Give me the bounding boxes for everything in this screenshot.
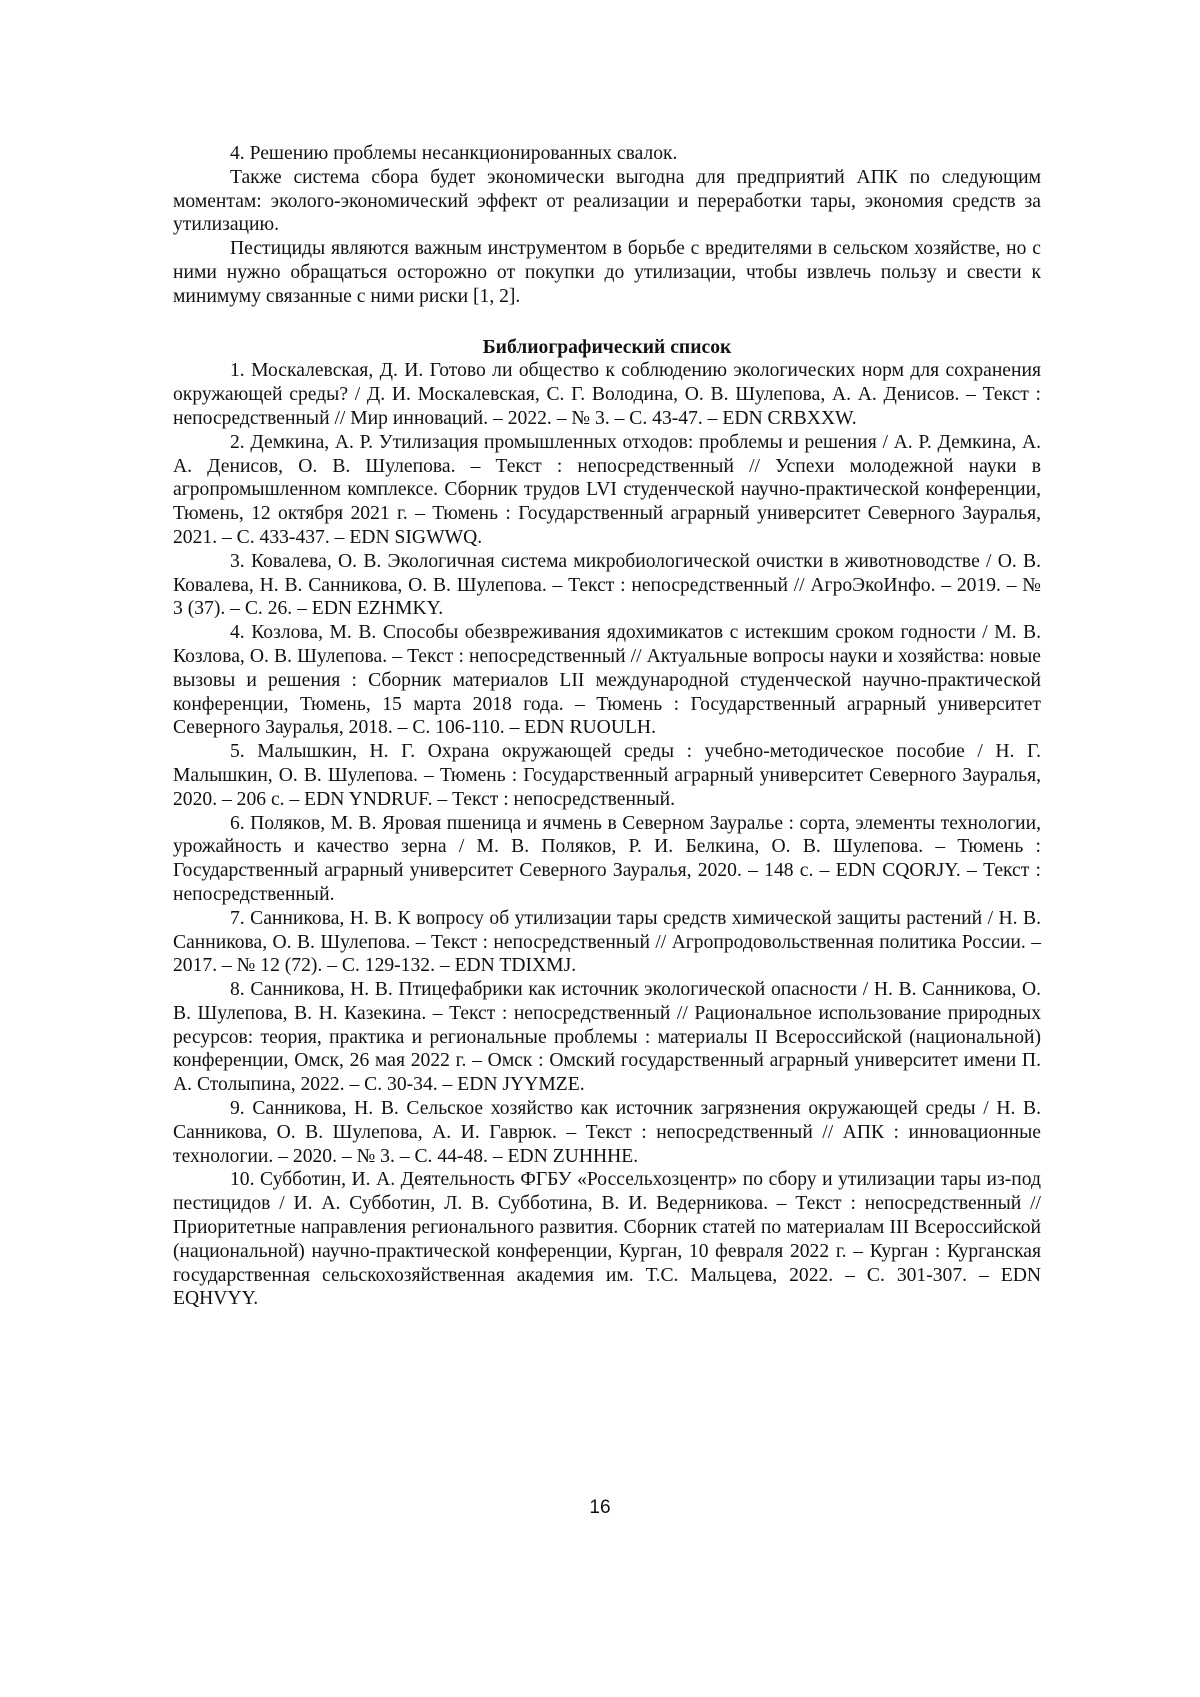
bibliography-list [173,359,1041,1311]
page-number: 16 [589,1497,611,1518]
bibliography-item: 6. Поляков, М. В. Яровая пшеница и ячмень в Северном Зауралье : сорта, элементы технологии, урожайность и качество зерна / М. В. Поляков, Р. И. Белкина, О. В. Шулепова. – Тюмень : Государственный аграрный университет Северного Зауралья, 2020. – 148 с. – EDN CQORJY. – Текст : непосредственный. [173,812,1041,905]
body-paragraph: Также система сбора будет экономически выгодна для предприятий АПК по следующим моментам: эколого-экономический эффект от реализации и переработки тары, экономия средств за утилизацию. [173,166,1041,236]
bibliography-item: 7. Санникова, Н. В. К вопросу об утилизации тары средств химической защиты растений / Н. В. Санникова, О. В. Шулепова. – Текст : непосредственный // Агропродовольственная политика России. – 2017. – № 12 (72). – С. 129-132. – EDN TDIXMJ. [173,907,1041,977]
body-paragraph: Пестициды являются важным инструментом в борьбе с вредителями в сельском хозяйстве, но с ними нужно обращаться осторожно от покупки до утилизации, чтобы извлечь пользу и свести к минимуму связанные с ними риски [1, 2]. [173,238,1041,307]
bibliography-item: 10. Субботин, И. А. Деятельность ФГБУ «Россельхозцентр» по сбору и утилизации тары из-под пестицидов / И. А. Субботин, Л. В. Субботина, В. И. Ведерникова. – Текст : непосредственный // Приоритетные направления регионального развития. Сборник статей по материалам III Всероссийской (национальной) научно-практической конференции, Курган, 10 февраля 2022 г. – Курган : Курганская государственная сельскохозяйственная академия им. Т.С. Мальцева, 2022. – С. 301-307. – EDN EQHVYY. [173,1169,1041,1310]
bibliography-item: 8. Санникова, Н. В. Птицефабрики как источник экологической опасности / Н. В. Санникова, О. В. Шулепова, В. Н. Казекина. – Текст : непосредственный // Рациональное использование природных ресурсов: теория, практика и региональные проблемы : материалы II Всероссийской (национальной) конференции, Омск, 26 мая 2022 г. – Омск : Омский государственный аграрный университет имени П. А. Столыпина, 2022. – С. 30-34. – EDN JYYMZE. [173,979,1041,1096]
bibliography-item: 1. Москалевская, Д. И. Готово ли общество к соблюдению экологических норм для сохранения окружающей среды? / Д. И. Москалевская, С. Г. Володина, О. В. Шулепова, А. А. Денисов. – Текст : непосредственный // Мир инноваций. – 2022. – № 3. – С. 43-47. – EDN CRBXXW. [173,360,1041,429]
bibliography-item: 4. Козлова, М. В. Способы обезвреживания ядохимикатов с истекшим сроком годности / М. В. Козлова, О. В. Шулепова. – Текст : непосредственный // Актуальные вопросы науки и хозяйства: новые вызовы и решения : Сборник материалов LII международной студенческой научно-практической конференции, Тюмень, 15 марта 2018 года. – Тюмень : Государственный аграрный университет Северного Зауралья, 2018. – С. 106-110. – EDN RUOULH. [173,622,1041,739]
bibliography-item: 5. Малышкин, Н. Г. Охрана окружающей среды : учебно-методическое пособие / Н. Г. Малышкин, О. В. Шулепова. – Тюмень : Государственный аграрный университет Северного Зауралья, 2020. – 206 с. – EDN YNDRUF. – Текст : непосредственный. [173,741,1041,810]
bibliography-item: 3. Ковалева, О. В. Экологичная система микробиологической очистки в животноводстве / О. В. Ковалева, Н. В. Санникова, О. В. Шулепова. – Текст : непосредственный // АгроЭкоИнфо. – 2019. – № 3 (37). – С. 26. – EDN EZHMKY. [173,550,1041,620]
bibliography-item: 2. Демкина, А. Р. Утилизация промышленных отходов: проблемы и решения / А. Р. Демкина, А. А. Денисов, О. В. Шулепова. – Текст : непосредственный // Успехи молодежной науки в агропромышленном комплексе. Сборник трудов LVI студенческой научно-практической конференции, Тюмень, 12 октября 2021 г. – Тюмень : Государственный аграрный университет Северного Зауралья, 2021. – С. 433-437. – EDN SIGWWQ. [173,431,1041,548]
bibliography-title: Библиографический список [482,336,732,358]
document-page [173,142,1041,1311]
bibliography-item: 9. Санникова, Н. В. Сельское хозяйство как источник загрязнения окружающей среды / Н. В. Санникова, О. В. Шулепова, А. И. Гаврюк. – Текст : непосредственный // АПК : инновационные технологии. – 2020. – № 3. – С. 44-48. – EDN ZUHHHE. [173,1098,1041,1167]
body-paragraph: 4. Решению проблемы несанкционированных свалок. [230,143,678,164]
